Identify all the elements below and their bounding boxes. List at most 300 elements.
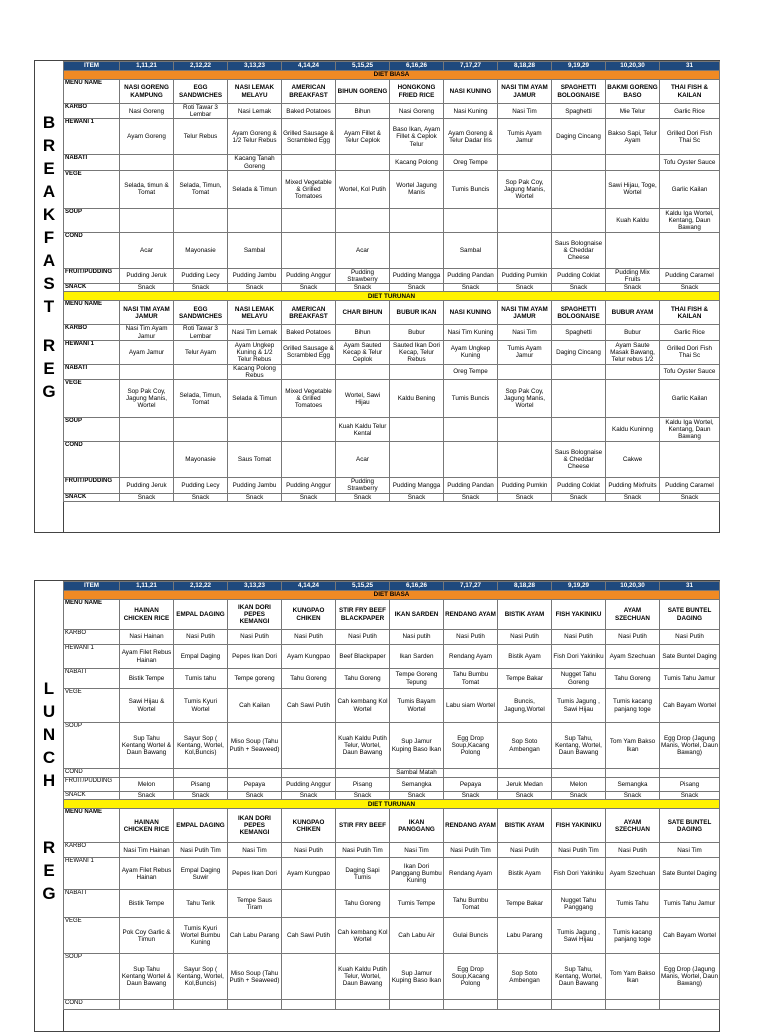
side-letter: S <box>43 274 55 293</box>
menu-cell: Selada, Timun, Tomat <box>174 170 228 208</box>
menu-cell: Tumis Kyuri Wortel <box>174 689 228 723</box>
menu-row <box>64 630 720 645</box>
row-label: SOUP <box>64 208 120 232</box>
menu-cell: Sop Soto Ambengan <box>498 723 552 769</box>
menu-cell <box>498 232 552 268</box>
menu-cell <box>174 418 228 442</box>
menu-cell <box>336 364 390 379</box>
menu-row <box>64 769 720 778</box>
menu-cell: Egg Drop (Jagung Manis, Wortel, Daun Bawang) <box>660 954 720 1000</box>
menu-cell: Cakwe <box>606 442 660 478</box>
menu-cell: Cah Bayam Wortel <box>660 689 720 723</box>
menu-cell: CHAR BIHUN <box>336 301 390 325</box>
menu-cell <box>120 364 174 379</box>
menu-cell: Pisang <box>660 778 720 792</box>
menu-cell: Daging Cincang <box>552 119 606 155</box>
side-letter: U <box>42 702 56 721</box>
lunch-side-label <box>35 581 64 1031</box>
menu-cell: Kacang Polong Rebus <box>228 364 282 379</box>
menu-cell: NASI TIM AYAM JAMUR <box>498 80 552 104</box>
menu-cell: Nasi Putih <box>606 630 660 645</box>
menu-cell <box>390 364 444 379</box>
menu-cell: BUBUR AYAM <box>606 301 660 325</box>
menu-cell: Cah kembang Kol Wortel <box>336 689 390 723</box>
menu-cell: Ayam Szechuan <box>606 645 660 669</box>
menu-row <box>64 325 720 340</box>
menu-cell: FISH YAKINIKU <box>552 600 606 630</box>
menu-cell <box>552 364 606 379</box>
header-day: 7,17,27 <box>444 582 498 591</box>
header-item: ITEM <box>64 582 120 591</box>
menu-cell: Nasi Tim <box>498 325 552 340</box>
menu-cell: Nasi Putih <box>282 843 336 858</box>
menu-cell: THAI FISH & KAILAN <box>660 301 720 325</box>
menu-cell: Snack <box>282 284 336 292</box>
menu-cell: NASI LEMAK MELAYU <box>228 301 282 325</box>
menu-cell: Tom Yam Bakso Ikan <box>606 954 660 1000</box>
menu-cell: Nasi Goreng <box>120 104 174 119</box>
menu-cell: Jeruk Medan <box>498 778 552 792</box>
menu-cell: KUNGPAO CHIKEN <box>282 600 336 630</box>
menu-row <box>64 119 720 155</box>
menu-cell: Nasi Tim <box>390 843 444 858</box>
header-day: 10,20,30 <box>606 62 660 71</box>
header-row <box>64 582 720 591</box>
menu-cell: Nasi Putih <box>498 843 552 858</box>
row-label: SNACK <box>64 493 120 501</box>
menu-cell: SATE BUNTEL DAGING <box>660 600 720 630</box>
header-item: ITEM <box>64 62 120 71</box>
menu-cell: Pepaya <box>228 778 282 792</box>
menu-cell: Snack <box>228 792 282 800</box>
menu-cell: Tumis kacang panjang toge <box>606 689 660 723</box>
menu-cell: Ayam Goreng & Telur Dadar Iris <box>444 119 498 155</box>
menu-row <box>64 232 720 268</box>
menu-cell: EGG SANDWICHES <box>174 301 228 325</box>
menu-cell: Spaghetti <box>552 104 606 119</box>
menu-cell: NASI LEMAK MELAYU <box>228 80 282 104</box>
lunch-word <box>43 677 55 792</box>
menu-cell <box>498 364 552 379</box>
menu-cell: Sayur Sop ( Kentang, Wortel, Kol,Buncis) <box>174 954 228 1000</box>
header-day: 4,14,24 <box>282 62 336 71</box>
row-label: MENU NAME <box>64 600 120 630</box>
menu-row <box>64 918 720 954</box>
menu-cell: Nasi Tim Kuning <box>444 325 498 340</box>
reg-word <box>42 334 55 403</box>
menu-row <box>64 809 720 843</box>
menu-cell: Pudding Jambu <box>228 268 282 283</box>
menu-cell: IKAN SARDEN <box>390 600 444 630</box>
menu-cell: Pudding Mangga <box>390 478 444 493</box>
row-label: COND <box>64 1000 120 1010</box>
menu-cell: Nasi Tim Lemak <box>228 325 282 340</box>
menu-cell: Baked Potatoes <box>282 325 336 340</box>
menu-cell: Kacang Polong <box>390 155 444 170</box>
menu-cell <box>606 232 660 268</box>
menu-cell: Pudding Anggur <box>282 268 336 283</box>
menu-cell: Cah Labu Parang <box>228 918 282 954</box>
menu-cell <box>282 232 336 268</box>
header-day: 5,15,25 <box>336 582 390 591</box>
row-label: COND <box>64 769 120 778</box>
menu-row <box>64 843 720 858</box>
menu-row <box>64 208 720 232</box>
menu-cell: BISTIK AYAM <box>498 600 552 630</box>
menu-cell: Nasi Putih <box>282 630 336 645</box>
menu-cell: Pudding Caramel <box>660 478 720 493</box>
menu-cell: Tumis Ayam Jamur <box>498 340 552 364</box>
menu-cell <box>444 442 498 478</box>
menu-cell <box>120 442 174 478</box>
menu-cell: Sawi Hijau & Wortel <box>120 689 174 723</box>
menu-cell: Snack <box>174 792 228 800</box>
menu-cell: Kaldu Iga Wortel, Kentang, Daun Bawang <box>660 208 720 232</box>
menu-cell: AYAM SZECHUAN <box>606 809 660 843</box>
menu-cell: Wortel, Sawi Hijau <box>336 380 390 418</box>
menu-cell: Tumis Bayam Wortel <box>390 689 444 723</box>
menu-cell: Tumis Tahu Jamur <box>660 890 720 918</box>
menu-row <box>64 689 720 723</box>
header-day: 1,11,21 <box>120 62 174 71</box>
menu-cell: Sup Tahu, Kentang, Wortel, Daun Bawang <box>552 723 606 769</box>
menu-cell: EMPAL DAGING <box>174 600 228 630</box>
side-letter: K <box>42 205 56 224</box>
menu-cell <box>390 208 444 232</box>
header-day: 2,12,22 <box>174 582 228 591</box>
menu-cell: Tahu Bumbu Tomat <box>444 669 498 689</box>
menu-cell <box>282 723 336 769</box>
menu-cell: Cah Sawi Putih <box>282 918 336 954</box>
menu-row <box>64 669 720 689</box>
menu-cell: Tumis Tahu <box>606 890 660 918</box>
menu-cell <box>390 232 444 268</box>
menu-cell: NASI KUNING <box>444 301 498 325</box>
menu-cell: Nugget Tahu Panggang <box>552 890 606 918</box>
menu-cell: Snack <box>282 493 336 501</box>
menu-cell: Pudding Mixfruits <box>606 478 660 493</box>
row-label: MENU NAME <box>64 809 120 843</box>
menu-cell <box>336 155 390 170</box>
menu-cell: Tumis kacang panjang toge <box>606 918 660 954</box>
menu-cell: Snack <box>660 792 720 800</box>
menu-cell: NASI GORENG KAMPUNG <box>120 80 174 104</box>
menu-cell: Grilled Sausage & Scrambled Egg <box>282 340 336 364</box>
menu-cell <box>282 442 336 478</box>
menu-cell: HAINAN CHICKEN RICE <box>120 600 174 630</box>
menu-cell: Snack <box>606 493 660 501</box>
menu-cell: Snack <box>390 284 444 292</box>
menu-cell: Tempe Goreng Tepung <box>390 669 444 689</box>
menu-cell: Mixed Vegetable & Grilled Tomatoes <box>282 170 336 208</box>
row-label: HEWANI 1 <box>64 340 120 364</box>
row-label: KARBO <box>64 104 120 119</box>
menu-cell: Bistik Ayam <box>498 645 552 669</box>
menu-cell: Ayam Filet Rebus Hainan <box>120 645 174 669</box>
side-letter: C <box>42 748 56 767</box>
diet-band-label: DIET TURUNAN <box>64 800 720 809</box>
menu-cell: Nasi Tim <box>228 843 282 858</box>
menu-cell: Snack <box>444 284 498 292</box>
menu-cell: Nasi Goreng <box>390 104 444 119</box>
menu-cell: Garlic Kailan <box>660 380 720 418</box>
menu-cell: Snack <box>390 792 444 800</box>
menu-cell: Cah Bayam Wortel <box>660 918 720 954</box>
menu-cell: Snack <box>444 493 498 501</box>
menu-cell: KUNGPAO CHIKEN <box>282 809 336 843</box>
menu-row <box>64 890 720 918</box>
menu-cell: Daging Cincang <box>552 340 606 364</box>
menu-cell: Sop Soto Ambengan <box>498 954 552 1000</box>
menu-cell <box>174 208 228 232</box>
menu-cell <box>120 155 174 170</box>
menu-cell: Sup Jamur Kuping Baso Ikan <box>390 723 444 769</box>
menu-cell: Pudding Jeruk <box>120 268 174 283</box>
side-letter: A <box>42 251 56 270</box>
menu-cell <box>336 1000 390 1010</box>
menu-cell: Bakso Sapi, Telur Ayam <box>606 119 660 155</box>
row-label: MENU NAME <box>64 80 120 104</box>
menu-cell: Sayur Sop ( Kentang, Wortel, Kol,Buncis) <box>174 723 228 769</box>
menu-cell: Cah kembang Kol Wortel <box>336 918 390 954</box>
menu-cell: Pudding Pandan <box>444 268 498 283</box>
menu-cell <box>228 208 282 232</box>
menu-cell <box>120 418 174 442</box>
menu-cell <box>282 1000 336 1010</box>
row-label: SOUP <box>64 723 120 769</box>
header-row <box>64 62 720 71</box>
menu-row <box>64 80 720 104</box>
menu-cell: Pudding Lecy <box>174 268 228 283</box>
menu-cell: Garlic Kailan <box>660 170 720 208</box>
menu-cell: Tahu Goreng <box>336 669 390 689</box>
menu-cell: Tumis Tempe <box>390 890 444 918</box>
menu-cell: Snack <box>390 493 444 501</box>
menu-cell <box>552 1000 606 1010</box>
menu-cell: Pudding Jeruk <box>120 478 174 493</box>
row-label: NABATI <box>64 890 120 918</box>
menu-row <box>64 723 720 769</box>
breakfast-table <box>63 61 720 502</box>
menu-cell: Daging Sapi Tumis <box>336 858 390 890</box>
menu-cell: Pisang <box>174 778 228 792</box>
menu-cell: Mixed Vegetable & Grilled Tomatoes <box>282 380 336 418</box>
menu-cell: Tofu Oyster Sauce <box>660 364 720 379</box>
menu-cell <box>552 155 606 170</box>
side-letter: E <box>43 861 55 880</box>
menu-cell: Tumis Ayam Jamur <box>498 119 552 155</box>
menu-cell: Tumis tahu <box>174 669 228 689</box>
menu-cell: Pepes Ikan Dori <box>228 858 282 890</box>
row-label: NABATI <box>64 669 120 689</box>
menu-cell: Snack <box>606 792 660 800</box>
menu-cell: Tempe Bakar <box>498 669 552 689</box>
menu-cell: Ayam Kungpao <box>282 858 336 890</box>
menu-cell <box>552 418 606 442</box>
menu-cell <box>336 208 390 232</box>
menu-cell: Bihun <box>336 325 390 340</box>
menu-row <box>64 418 720 442</box>
menu-cell: AMERICAN BREAKFAST <box>282 80 336 104</box>
menu-cell: Sup Tahu Kentang Wortel & Daun Bawang <box>120 954 174 1000</box>
menu-cell: Nasi Putih <box>336 630 390 645</box>
menu-cell <box>282 890 336 918</box>
menu-cell: Snack <box>174 284 228 292</box>
menu-cell: Nasi Putih Tim <box>552 843 606 858</box>
menu-cell: Sawi Hijau, Toge, Wortel <box>606 170 660 208</box>
menu-row <box>64 340 720 364</box>
menu-row <box>64 778 720 792</box>
menu-cell: Gulai Buncis <box>444 918 498 954</box>
menu-cell: Telur Ayam <box>174 340 228 364</box>
header-day: 3,13,23 <box>228 62 282 71</box>
menu-cell: Nasi Tim <box>498 104 552 119</box>
menu-cell: Rendang Ayam <box>444 858 498 890</box>
diet-band-row <box>64 71 720 80</box>
menu-cell: Kaldu Iga Wortel, Kentang, Daun Bawang <box>660 418 720 442</box>
menu-cell: NASI TIM AYAM JAMUR <box>120 301 174 325</box>
menu-cell: Snack <box>552 792 606 800</box>
row-label: SNACK <box>64 792 120 800</box>
menu-cell: Tumis Jagung , Sawi Hijau <box>552 689 606 723</box>
menu-cell: Garlic Rice <box>660 104 720 119</box>
menu-cell: Snack <box>444 792 498 800</box>
menu-cell: Egg Drop Soup,Kacang Polong <box>444 954 498 1000</box>
side-letter: H <box>42 771 56 790</box>
menu-cell: Nasi Putih <box>660 630 720 645</box>
row-label: FRUIT/PUDDING <box>64 478 120 493</box>
menu-cell: Snack <box>336 493 390 501</box>
menu-cell <box>282 364 336 379</box>
menu-cell: Pudding Lecy <box>174 478 228 493</box>
menu-cell: Roti Tawar 3 Lembar <box>174 325 228 340</box>
menu-cell <box>444 418 498 442</box>
menu-cell: NASI TIM AYAM JAMUR <box>498 301 552 325</box>
menu-cell <box>228 1000 282 1010</box>
menu-cell: HAINAN CHICKEN RICE <box>120 809 174 843</box>
row-label: KARBO <box>64 325 120 340</box>
menu-cell: Sambal <box>444 232 498 268</box>
menu-cell: Melon <box>552 778 606 792</box>
menu-cell: Semangka <box>606 778 660 792</box>
row-label: SOUP <box>64 418 120 442</box>
menu-cell: Snack <box>228 493 282 501</box>
menu-cell: Bihun <box>336 104 390 119</box>
row-label: VEGE <box>64 689 120 723</box>
menu-cell <box>498 208 552 232</box>
header-day: 5,15,25 <box>336 62 390 71</box>
menu-cell: Sambal Matah <box>390 769 444 778</box>
menu-cell: RENDANG AYAM <box>444 600 498 630</box>
diet-band-row <box>64 292 720 301</box>
menu-cell <box>444 208 498 232</box>
menu-cell: Kacang Tanah Goreng <box>228 155 282 170</box>
menu-cell: Buncis, Jagung,Wortel <box>498 689 552 723</box>
menu-cell: Baso Ikan, Ayam Fillet & Ceplok Telur <box>390 119 444 155</box>
menu-cell: Nasi Hainan <box>120 630 174 645</box>
breakfast-word <box>43 111 55 318</box>
lunch-table <box>63 581 720 1010</box>
menu-cell: Tempe goreng <box>228 669 282 689</box>
menu-cell: Ayam Ungkep Kuning <box>444 340 498 364</box>
menu-cell: Tahu Bumbu Tomat <box>444 890 498 918</box>
menu-cell <box>606 769 660 778</box>
menu-cell <box>606 364 660 379</box>
menu-cell: Telur Rebus <box>174 119 228 155</box>
menu-cell: Ayam Ungkep Kuning & 1/2 Telur Rebus <box>228 340 282 364</box>
menu-cell: Nasi Putih <box>174 630 228 645</box>
menu-cell: Pudding Caramel <box>660 268 720 283</box>
row-label: VEGE <box>64 170 120 208</box>
menu-cell: SPAGHETTI BOLOGNAISE <box>552 80 606 104</box>
menu-cell: Pisang <box>336 778 390 792</box>
menu-cell: Snack <box>228 284 282 292</box>
menu-cell <box>660 442 720 478</box>
menu-cell: Snack <box>174 493 228 501</box>
menu-cell: Labu siam Wortel <box>444 689 498 723</box>
menu-cell <box>552 380 606 418</box>
menu-cell: Kuah Kaldu <box>606 208 660 232</box>
menu-cell: Kuah Kaldu Putih Telur, Wortel, Daun Bawang <box>336 723 390 769</box>
menu-cell <box>282 954 336 1000</box>
menu-cell <box>120 1000 174 1010</box>
menu-cell: Rendang Ayam <box>444 645 498 669</box>
menu-cell: Tahu Goreng <box>606 669 660 689</box>
menu-cell <box>228 418 282 442</box>
menu-cell <box>498 442 552 478</box>
menu-cell: Nasi Putih Tim <box>336 843 390 858</box>
menu-cell: Snack <box>120 493 174 501</box>
menu-cell <box>174 769 228 778</box>
diet-band-label: DIET BIASA <box>64 71 720 80</box>
menu-cell: Snack <box>498 284 552 292</box>
menu-cell: Nasi Putih Tim <box>444 843 498 858</box>
menu-cell: BISTIK AYAM <box>498 809 552 843</box>
menu-cell: IKAN PANGGANG <box>390 809 444 843</box>
menu-cell <box>282 418 336 442</box>
menu-cell: Semangka <box>390 778 444 792</box>
menu-row <box>64 600 720 630</box>
menu-cell: Tahu Goreng <box>282 669 336 689</box>
menu-cell: Nasi Tim <box>660 843 720 858</box>
menu-cell: BIHUN GORENG <box>336 80 390 104</box>
menu-cell: Sup Tahu Kentang Wortel & Daun Bawang <box>120 723 174 769</box>
side-letter: E <box>43 359 55 378</box>
menu-cell: Mayonasie <box>174 442 228 478</box>
menu-cell: Oreg Tempe <box>444 364 498 379</box>
menu-cell: Ayam Goreng & 1/2 Telur Rebus <box>228 119 282 155</box>
menu-cell: Kaldu Bening <box>390 380 444 418</box>
menu-row <box>64 170 720 208</box>
menu-cell <box>390 442 444 478</box>
menu-row <box>64 442 720 478</box>
header-day: 7,17,27 <box>444 62 498 71</box>
menu-cell: Tempe Bakar <box>498 890 552 918</box>
menu-cell <box>282 208 336 232</box>
row-label: VEGE <box>64 380 120 418</box>
menu-cell: Tofu Oyster Sauce <box>660 155 720 170</box>
menu-cell: Pepaya <box>444 778 498 792</box>
menu-cell: Ayam Saute Masak Bawang, Telur rebus 1/2 <box>606 340 660 364</box>
menu-row <box>64 301 720 325</box>
breakfast-side-label <box>35 61 64 532</box>
menu-cell <box>390 418 444 442</box>
menu-cell: Nugget Tahu Goreng <box>552 669 606 689</box>
menu-cell <box>498 155 552 170</box>
menu-cell: NASI KUNING <box>444 80 498 104</box>
menu-cell: Nasi Putih <box>552 630 606 645</box>
menu-cell <box>120 769 174 778</box>
